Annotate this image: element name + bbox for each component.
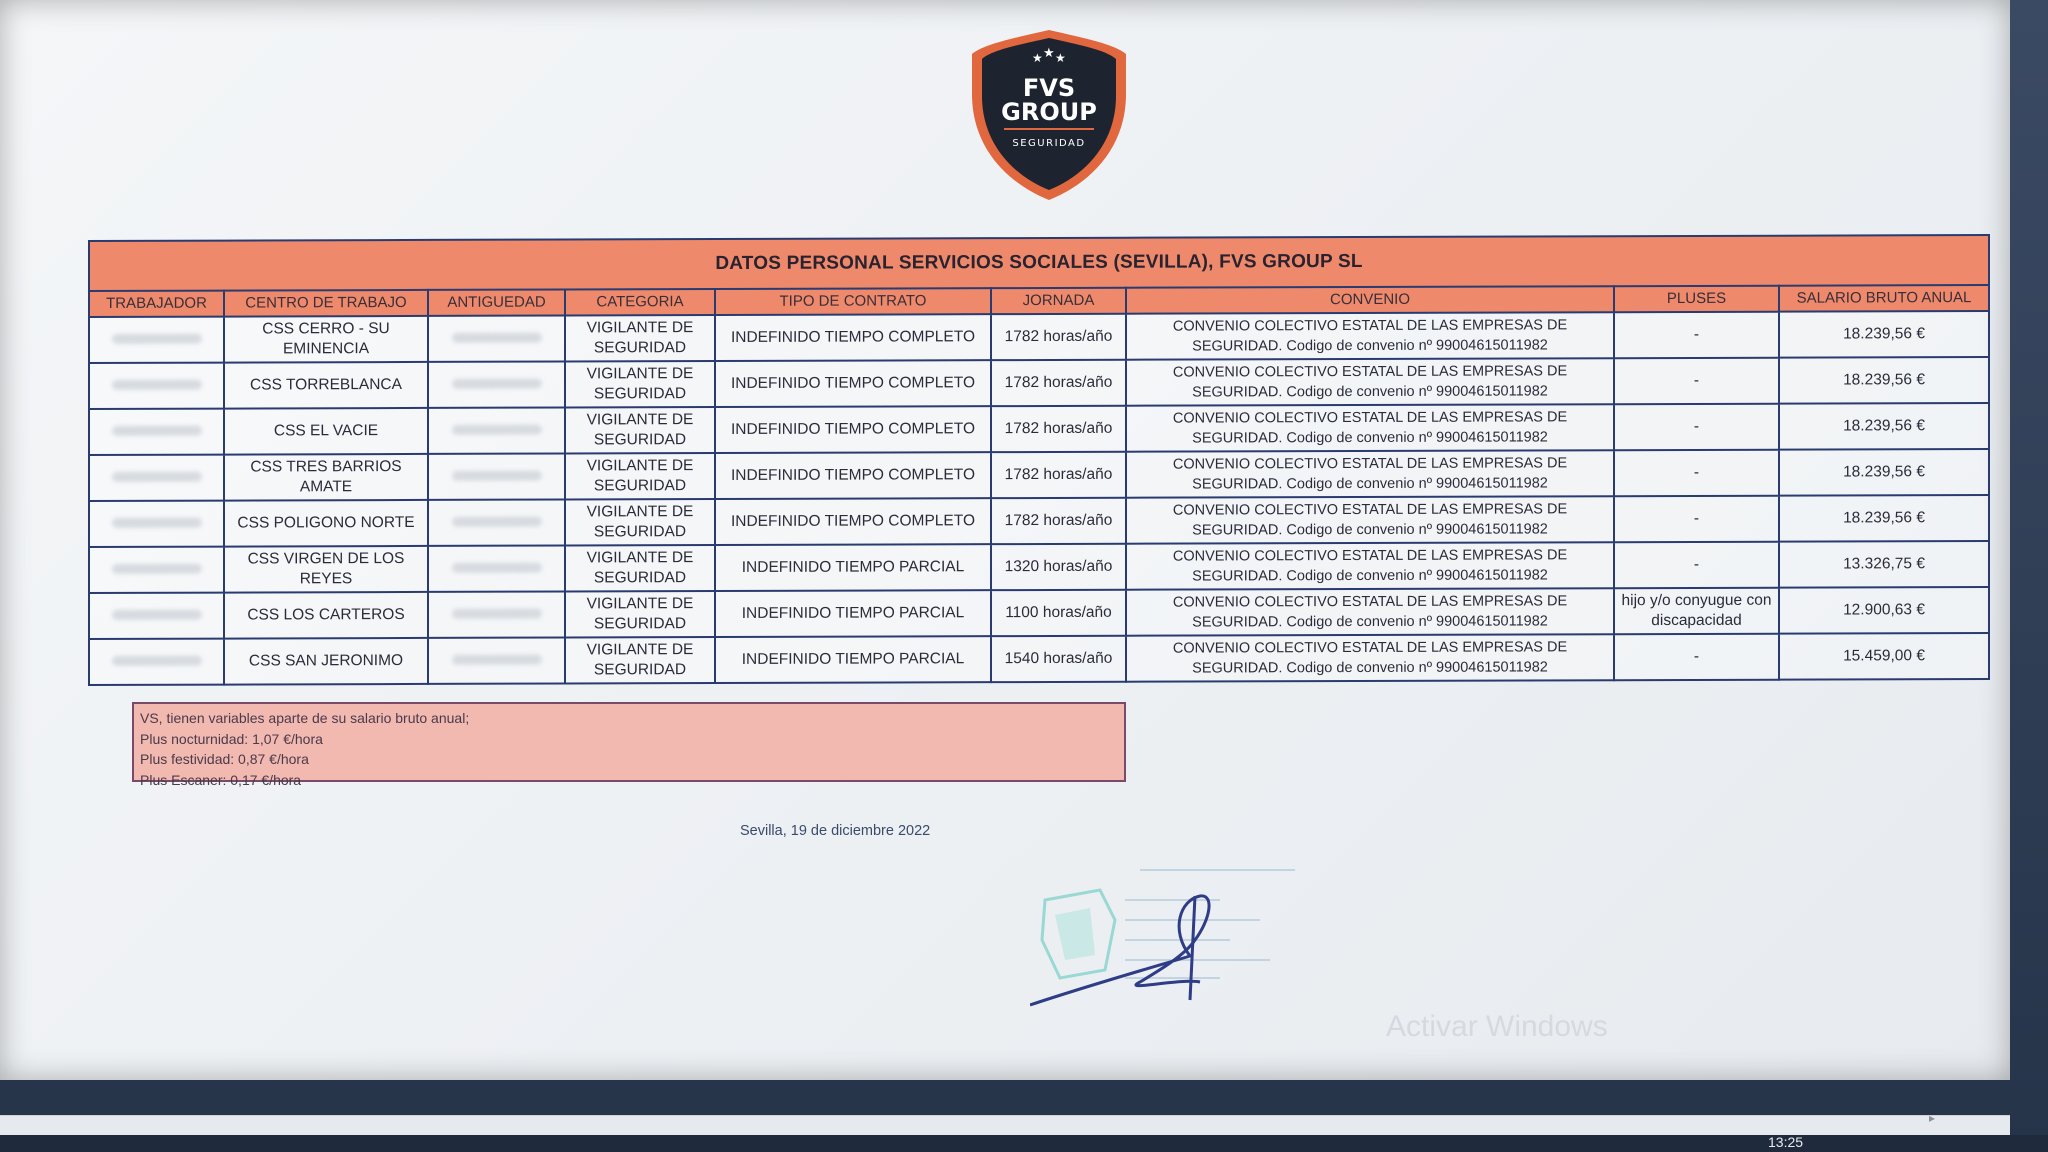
cell-convenio: CONVENIO COLECTIVO ESTATAL DE LAS EMPRESAS DE SEGURIDAD. Codigo de convenio nº 99004615011982	[1126, 312, 1614, 360]
cell-jornada: 1100 horas/año	[991, 590, 1126, 636]
table-row	[89, 633, 1989, 685]
redacted-worker	[89, 639, 224, 685]
table-title: DATOS PERSONAL SERVICIOS SOCIALES (SEVILLA), FVS GROUP SL	[89, 235, 1989, 291]
cell-centro: CSS CERRO - SU EMINENCIA	[224, 316, 428, 363]
svg-text:★: ★	[1043, 46, 1055, 61]
cell-centro: CSS EL VACIE	[224, 408, 428, 455]
cell-tipo-contrato: INDEFINIDO TIEMPO COMPLETO	[715, 406, 991, 453]
cell-categoria: VIGILANTE DE SEGURIDAD	[565, 361, 715, 407]
redacted-antiguedad	[428, 362, 565, 408]
cell-convenio: CONVENIO COLECTIVO ESTATAL DE LAS EMPRESAS DE SEGURIDAD. Codigo de convenio nº 99004615011982	[1126, 496, 1614, 544]
note-line: Plus nocturnidad: 1,07 €/hora	[140, 730, 323, 747]
cell-jornada: 1540 horas/año	[991, 636, 1126, 682]
document-date: Sevilla, 19 de diciembre 2022	[740, 823, 931, 839]
company-logo	[964, 24, 1134, 204]
cell-tipo-contrato: INDEFINIDO TIEMPO COMPLETO	[715, 360, 991, 407]
personnel-table	[88, 234, 1990, 686]
cell-categoria: VIGILANTE DE SEGURIDAD	[565, 545, 715, 591]
table-row	[89, 403, 1989, 455]
cell-salario: 12.900,63 €	[1779, 587, 1989, 634]
cell-salario: 18.239,56 €	[1779, 403, 1989, 450]
redacted-worker	[89, 547, 224, 593]
cell-pluses: -	[1614, 450, 1779, 497]
cell-tipo-contrato: INDEFINIDO TIEMPO COMPLETO	[715, 314, 991, 361]
cell-categoria: VIGILANTE DE SEGURIDAD	[565, 453, 715, 499]
table-row	[89, 449, 1989, 501]
cell-centro: CSS POLIGONO NORTE	[224, 500, 428, 547]
redacted-antiguedad	[428, 638, 565, 684]
cell-tipo-contrato: INDEFINIDO TIEMPO COMPLETO	[715, 498, 991, 545]
note-line: VS, tienen variables aparte de su salario bruto anual;	[140, 710, 470, 726]
cell-salario: 15.459,00 €	[1779, 633, 1989, 680]
redacted-worker	[89, 363, 224, 409]
cell-tipo-contrato: INDEFINIDO TIEMPO PARCIAL	[715, 544, 991, 591]
personnel-table-wrapper	[88, 234, 1988, 686]
col-header-tipo-contrato: TIPO DE CONTRATO	[715, 288, 991, 315]
cell-jornada: 1782 horas/año	[991, 360, 1126, 406]
redacted-worker	[89, 501, 224, 547]
redacted-antiguedad	[428, 316, 565, 362]
cell-jornada: 1320 horas/año	[991, 544, 1126, 590]
signature-stamp-icon	[1030, 860, 1370, 1010]
cell-centro: CSS TRES BARRIOS AMATE	[224, 454, 428, 501]
col-header-pluses: PLUSES	[1614, 286, 1779, 313]
cell-categoria: VIGILANTE DE SEGURIDAD	[565, 637, 715, 683]
taskbar-clock: 13:25	[1768, 1134, 1804, 1150]
horizontal-scrollbar[interactable]	[0, 1115, 2010, 1136]
cell-centro: CSS LOS CARTEROS	[224, 592, 428, 639]
col-header-salario: SALARIO BRUTO ANUAL	[1779, 285, 1989, 312]
cell-categoria: VIGILANTE DE SEGURIDAD	[565, 407, 715, 453]
cell-convenio: CONVENIO COLECTIVO ESTATAL DE LAS EMPRESAS DE SEGURIDAD. Codigo de convenio nº 99004615011982	[1126, 358, 1614, 406]
cell-jornada: 1782 horas/año	[991, 314, 1126, 360]
cell-jornada: 1782 horas/año	[991, 452, 1126, 498]
redacted-worker	[89, 317, 224, 363]
svg-text:SEGURIDAD: SEGURIDAD	[1012, 138, 1086, 149]
svg-text:★: ★	[1055, 51, 1066, 65]
cell-pluses: -	[1614, 404, 1779, 451]
svg-text:FVS: FVS	[1022, 74, 1076, 102]
cell-categoria: VIGILANTE DE SEGURIDAD	[565, 315, 715, 361]
cell-convenio: CONVENIO COLECTIVO ESTATAL DE LAS EMPRESAS DE SEGURIDAD. Codigo de convenio nº 99004615011982	[1126, 634, 1614, 682]
redacted-worker	[89, 593, 224, 639]
cell-pluses: -	[1614, 496, 1779, 543]
cell-convenio: CONVENIO COLECTIVO ESTATAL DE LAS EMPRESAS DE SEGURIDAD. Codigo de convenio nº 99004615011982	[1126, 542, 1614, 590]
cell-centro: CSS TORREBLANCA	[224, 362, 428, 409]
cell-tipo-contrato: INDEFINIDO TIEMPO PARCIAL	[715, 636, 991, 683]
cell-convenio: CONVENIO COLECTIVO ESTATAL DE LAS EMPRESAS DE SEGURIDAD. Codigo de convenio nº 99004615011982	[1126, 450, 1614, 498]
col-header-jornada: JORNADA	[991, 288, 1126, 314]
col-header-categoria: CATEGORIA	[565, 289, 715, 315]
redacted-antiguedad	[428, 500, 565, 546]
taskbar	[0, 1135, 2048, 1152]
table-row	[89, 311, 1989, 363]
col-header-antiguedad: ANTIGUEDAD	[428, 290, 565, 316]
redacted-worker	[89, 455, 224, 501]
cell-salario: 18.239,56 €	[1779, 495, 1989, 542]
cell-jornada: 1782 horas/año	[991, 498, 1126, 544]
cell-jornada: 1782 horas/año	[991, 406, 1126, 452]
svg-text:★: ★	[1032, 51, 1043, 65]
col-header-trabajador: TRABAJADOR	[89, 291, 224, 317]
table-row	[89, 587, 1989, 639]
table-row	[89, 357, 1989, 409]
cell-tipo-contrato: INDEFINIDO TIEMPO COMPLETO	[715, 452, 991, 499]
cell-pluses: hijo y/o conyugue con discapacidad	[1614, 588, 1779, 635]
redacted-worker	[89, 409, 224, 455]
activation-watermark: Activar Windows	[1386, 1010, 1608, 1043]
cell-tipo-contrato: INDEFINIDO TIEMPO PARCIAL	[715, 590, 991, 637]
shield-logo-icon	[964, 24, 1134, 204]
table-row	[89, 495, 1989, 547]
cell-pluses: -	[1614, 542, 1779, 589]
col-header-convenio: CONVENIO	[1126, 286, 1614, 314]
cell-salario: 18.239,56 €	[1779, 311, 1989, 358]
pluses-note-box	[132, 702, 1126, 788]
cell-categoria: VIGILANTE DE SEGURIDAD	[565, 499, 715, 545]
col-header-centro: CENTRO DE TRABAJO	[224, 290, 428, 317]
scroll-right-arrow-icon[interactable]: ▸	[1928, 1111, 1936, 1125]
company-stamp-and-signature	[1030, 860, 1370, 1010]
cell-categoria: VIGILANTE DE SEGURIDAD	[565, 591, 715, 637]
cell-convenio: CONVENIO COLECTIVO ESTATAL DE LAS EMPRESAS DE SEGURIDAD. Codigo de convenio nº 99004615011982	[1126, 404, 1614, 452]
table-row	[89, 541, 1989, 593]
cell-salario: 13.326,75 €	[1779, 541, 1989, 588]
cell-salario: 18.239,56 €	[1779, 357, 1989, 404]
cell-convenio: CONVENIO COLECTIVO ESTATAL DE LAS EMPRESAS DE SEGURIDAD. Codigo de convenio nº 99004615011982	[1126, 588, 1614, 636]
cell-pluses: -	[1614, 358, 1779, 405]
svg-text:GROUP: GROUP	[1001, 98, 1097, 126]
redacted-antiguedad	[428, 546, 565, 592]
cell-salario: 18.239,56 €	[1779, 449, 1989, 496]
cell-pluses: -	[1614, 312, 1779, 359]
redacted-antiguedad	[428, 408, 565, 454]
cell-centro: CSS SAN JERONIMO	[224, 638, 428, 685]
cell-pluses: -	[1614, 634, 1779, 681]
note-line: Plus festividad: 0,87 €/hora	[140, 751, 309, 767]
redacted-antiguedad	[428, 592, 565, 638]
redacted-antiguedad	[428, 454, 565, 500]
cell-centro: CSS VIRGEN DE LOS REYES	[224, 546, 428, 593]
note-line: Plus Escaner: 0,17 €/hora	[140, 771, 302, 788]
